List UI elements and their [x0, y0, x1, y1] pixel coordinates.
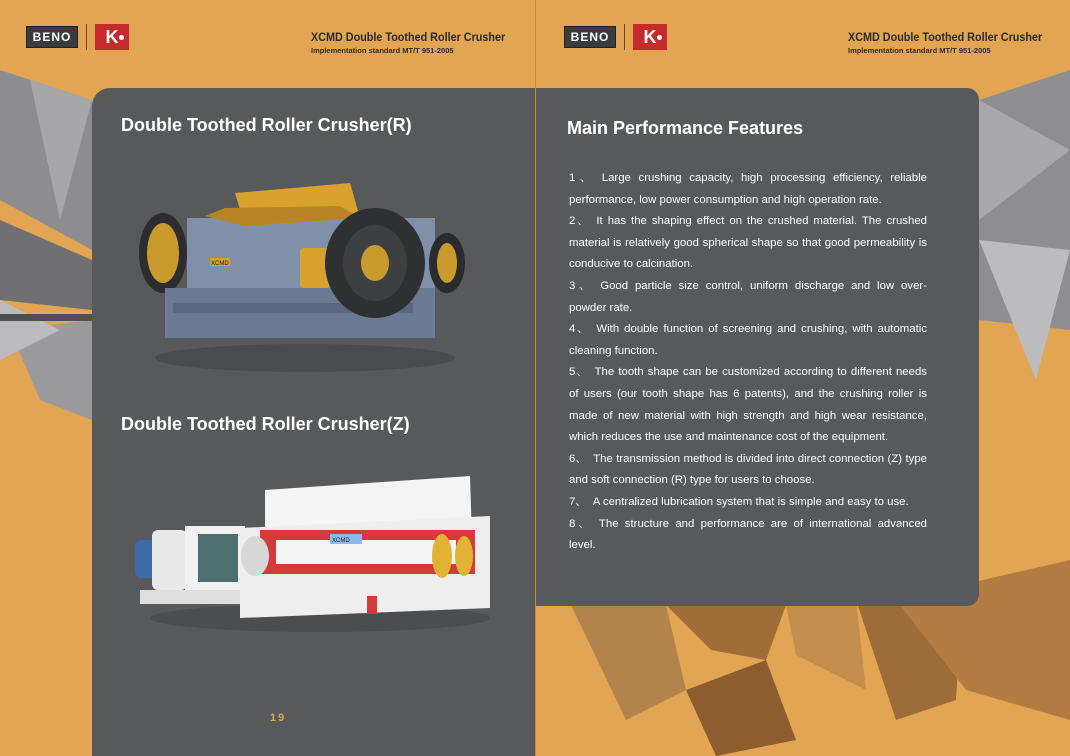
feature-item: 4、 With double function of screening and crushing, with automatic cleaning function.	[569, 323, 927, 357]
feature-item: 8、 The structure and performance are of international advanced level.	[569, 517, 927, 552]
header-title: XCMD Double Toothed Roller Crusher	[848, 30, 1043, 44]
beno-logo: BENO	[564, 26, 616, 48]
svg-text:XCMD: XCMD	[332, 538, 350, 544]
header-standard: Implementation standard MT/T 951-2005	[848, 46, 991, 55]
feature-item: 1、 Large crushing capacity, high processing efficiency, reliable performance, low power consumption and high operation rate.	[569, 172, 928, 206]
feature-item: 2、 It has the shaping effect on the crushed material. The crushed material is relatively good spherical shape so that good permeability is conducive to calcination.	[569, 215, 927, 271]
svg-text:XCMD: XCMD	[211, 261, 229, 267]
crusher-z-image	[130, 468, 500, 643]
brand-logos	[26, 24, 129, 50]
feature-item: 3、 Good particle size control, uniform discharge and low over-powder rate.	[569, 279, 927, 314]
brand-logos-right	[564, 24, 667, 50]
page-number-right: 20	[807, 712, 824, 724]
feature-item: 5、 The tooth shape can be customized according to different needs of users (our tooth shape has 6 patents), and the crushing roller is made of new material with high strength and high wear resistance, which reduces the use and maintenance cost of the equipment.	[569, 366, 927, 444]
k-logo: K	[633, 24, 667, 50]
header-title: XCMD Double Toothed Roller Crusher	[311, 30, 506, 44]
feature-item: 7、 A centralized lubrication system that is simple and easy to use.	[569, 495, 909, 508]
header-standard: Implementation standard MT/T 951-2005	[311, 46, 454, 55]
crusher-r-image	[135, 178, 475, 378]
left-header	[311, 30, 527, 55]
feature-item: 6、 The transmission method is divided into direct connection (Z) type and soft connection (R) type for users to choose.	[569, 452, 927, 487]
beno-logo: BENO	[26, 26, 78, 48]
features-list	[569, 168, 927, 557]
k-logo: K	[95, 24, 129, 50]
section-title-r: Double Toothed Roller Crusher(R)	[121, 115, 412, 135]
right-header	[848, 30, 1064, 55]
features-title: Main Performance Features	[567, 118, 804, 138]
section-title-z: Double Toothed Roller Crusher(Z)	[121, 414, 410, 434]
right-page	[536, 0, 1070, 756]
page-number-left: 19	[270, 712, 287, 724]
